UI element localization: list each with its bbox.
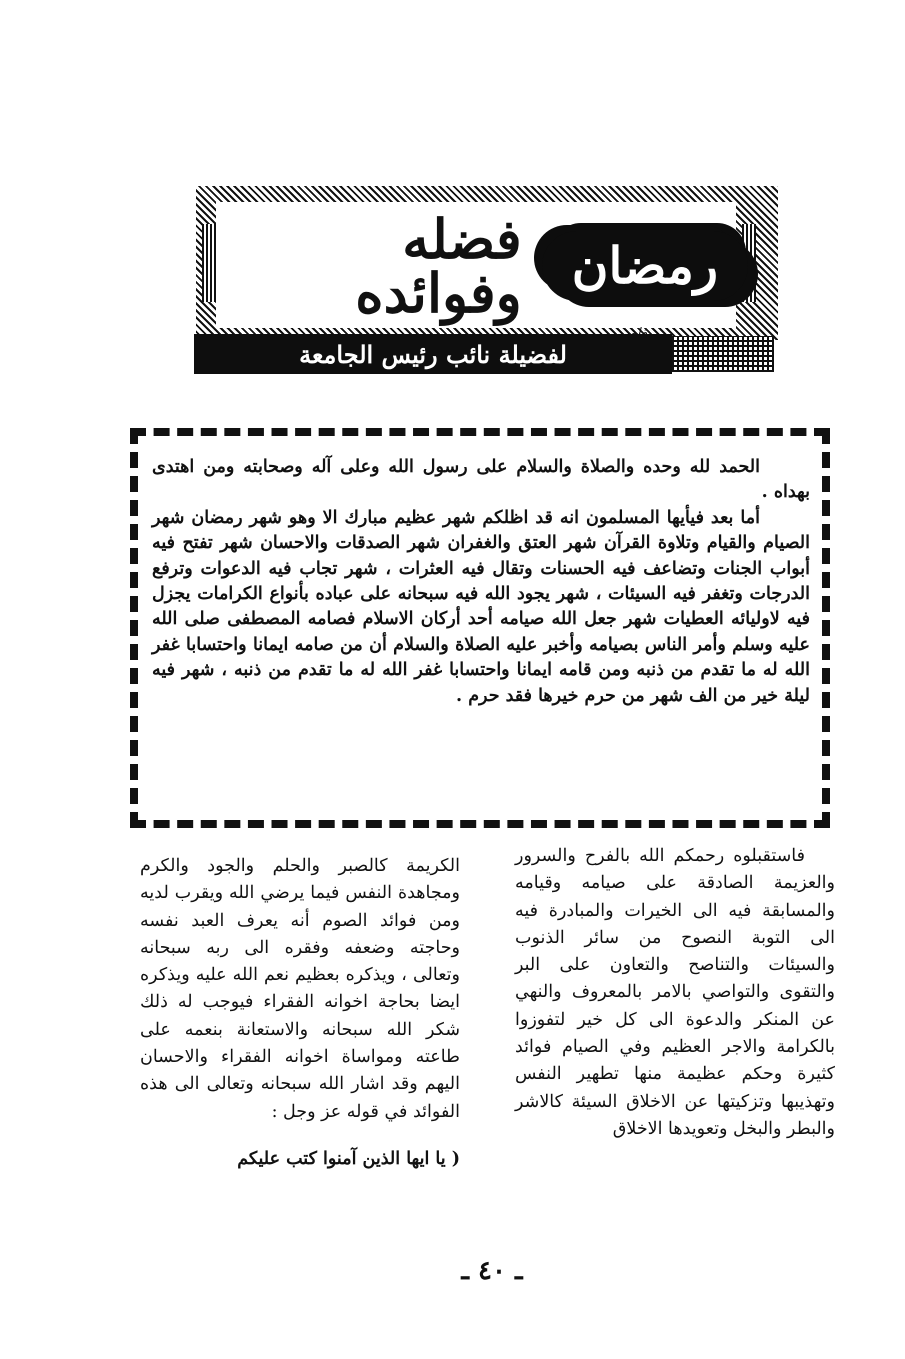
intro-paragraph: أما بعد فيأيها المسلمون انه قد اظلكم شهر عظيم مبارك الا وهو شهر رمضان شهر الصيام والقيام وتلاوة القرآن شهر العتق والغفران شهر الصدقات والاحسان شهر تفتح فيه أبواب الجنات وتضاعف فيه الحسنات وتقال فيه العثرات ، شهر تجاب فيه الدعوات وترفع الدرجات وتغفر فيه السيئات ، شهر يجود الله فيه سبحانه على عباده بأنواع الكرامات يجزل فيه لاوليائه العطيات شهر جعل الله صيامه أحد أركان الاسلام فصامه المصطفى صلى الله عليه وسلم وأمر الناس بصيامه وأخبر عليه الصلاة والسلام أن من صامه ايمانا واحتسابا غفر الله له ما تقدم من ذنبه ومن قامه ايمانا واحتسابا غفر الله له ما تقدم من ذنبه ، شهر فيه ليلة خير من الف شهر من حرم خيرها فقد حرم . xyxy=(152,507,810,706)
article-title xyxy=(228,207,748,325)
column-left xyxy=(140,853,460,1173)
author-byline: لفضيلة نائب رئيس الجامعة xyxy=(194,334,672,374)
column-right xyxy=(515,843,835,1143)
article-title-banner xyxy=(158,186,778,384)
column-left-text: الكريمة كالصبر والحلم والجود والكرم ومجاهدة النفس فيما يرضي الله ويقرب لديه ومن فوائد الصوم أنه يعرف العبد نفسه وحاجته وضعفه وفقره الى ربه سبحانه وتعالى ، ويذكره بعظيم نعم الله عليه ويذكره ايضا بحاجة اخوانه الفقراء فيوجب له ذلك شكر الله سبحانه والاستعانة بنعمه على طاعته ومواساة اخوانه الفقراء والاحسان اليهم وقد اشار الله سبحانه وتعالى الى هذه الفوائد في قوله عز وجل : xyxy=(140,856,460,1122)
intro-text xyxy=(152,455,810,709)
intro-paragraph: الحمد لله وحده والصلاة والسلام على رسول الله وعلى آله وصحابته ومن اهتدى بهداه . xyxy=(152,457,810,503)
title-subtitle-words: فضله وفوائده xyxy=(355,207,522,325)
page-number: ـ ٤٠ ـ xyxy=(461,1256,523,1286)
banner-left-rules xyxy=(202,224,216,302)
banner-checker-ornament xyxy=(672,336,774,372)
column-right-text: فاستقبلوه رحمكم الله بالفرح والسرور والعزيمة الصادقة على صيامه وقيامه والمسابقة فيه الى الخيرات والمبادرة فيه الى التوبة النصوح من سائر الذنوب والسيئات والتناصح والتعاون على البر والتقوى والتواصي بالامر بالمعروف والنهي عن المنكر والدعوة الى كل خير لتفوزوا بالكرامة والاجر العظيم وفي الصيام فوائد كثيرة وحكم عظيمة منها تطهير النفس وتهذيبها وتزكيتها عن الاخلاق السيئة كالاشر والبطر والبخل وتعويدها الاخلاق xyxy=(515,846,835,1139)
quran-quote: ( يا ايها الذين آمنوا كتب عليكم xyxy=(237,1148,460,1169)
title-highlight-word: رمضان xyxy=(542,231,748,301)
